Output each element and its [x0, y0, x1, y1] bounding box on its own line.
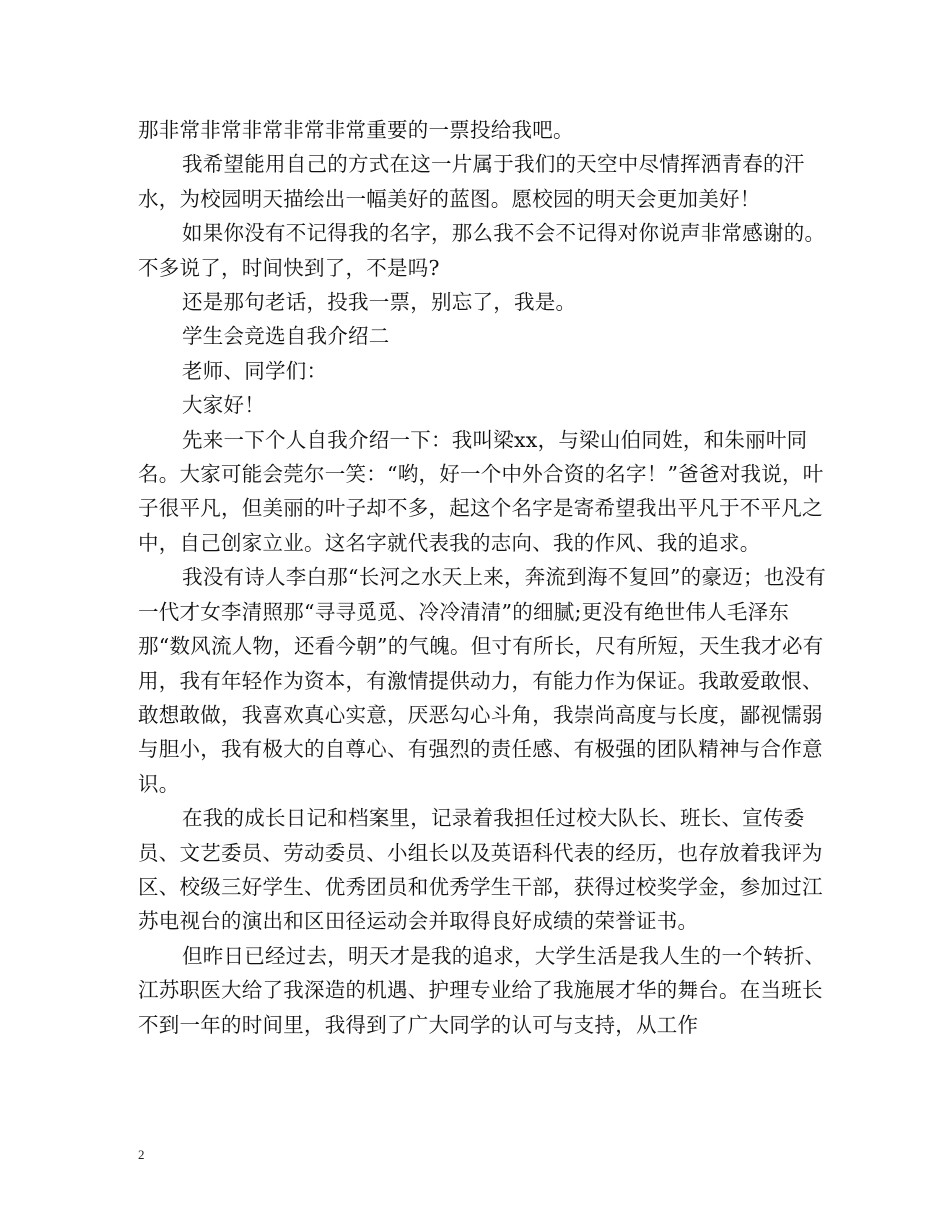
page-number: 2 — [138, 1147, 145, 1162]
paragraph-vote-reminder: 还是那句老话，投我一票，别忘了，我是。 — [182, 290, 577, 315]
greeting: 大家好！ — [182, 393, 265, 418]
paragraph-future: 但昨日已经过去，明天才是我的追求，大学生活是我人生的一个转折、江苏职医大给了我深造的机遇、护理专业给了我施展才华的舞台。在当班长不到一年的时间里，我得到了广大同学的认可与支持，从工作 — [138, 943, 826, 1037]
paragraph-continuation: 那非常非常非常非常非常重要的一票投给我吧。 — [138, 118, 574, 142]
paragraph-hope: 我希望能用自己的方式在这一片属于我们的天空中尽情挥洒青春的汗水，为校园明天描绘出一幅美好的蓝图。愿校园的明天会更加美好！ — [138, 152, 805, 211]
section-heading: 学生会竞选自我介绍二 — [182, 324, 390, 349]
paragraph-thanks: 如果你没有不记得我的名字，那么我不会不记得对你说声非常感谢的。不多说了，时间快到了，不是吗? — [138, 221, 826, 280]
document-body — [138, 113, 828, 1042]
paragraph-self-introduction: 先来一下个人自我介绍一下：我叫梁xx，与梁山伯同姓，和朱丽叶同名。大家可能会莞尔一笑：“哟，好一个中外合资的名字！”爸爸对我说，叶子很平凡，但美丽的叶子却不多，起这个名字是寄希望我出平凡于不平凡之中，自己创家立业。这名字就代表我的志向、我的作风、我的追求。 — [138, 427, 824, 555]
paragraph-character: 我没有诗人李白那“长河之水天上来，奔流到海不复回”的豪迈；也没有一代才女李清照那“寻寻觅觅、冷冷清清”的细腻;更没有绝世伟人毛泽东那“数风流人物，还看今朝”的气魄。但寸有所长，尺有所短，天生我才必有用，我有年轻作为资本，有激情提供动力，有能力作为保证。我敢爱敢恨、敢想敢做，我喜欢真心实意，厌恶勾心斗角，我崇尚高度与长度，鄙视懦弱与胆小，我有极大的自尊心、有强烈的责任感、有极强的团队精神与合作意识。 — [138, 565, 826, 796]
paragraph-experience: 在我的成长日记和档案里，记录着我担任过校大队长、班长、宣传委员、文艺委员、劳动委员、小组长以及英语科代表的经历，也存放着我评为区、校级三好学生、优秀团员和优秀学生干部，获得过校奖学金，参加过江苏电视台的演出和区田径运动会并取得良好成绩的荣誉证书。 — [138, 806, 823, 934]
salutation: 老师、同学们： — [182, 358, 328, 383]
